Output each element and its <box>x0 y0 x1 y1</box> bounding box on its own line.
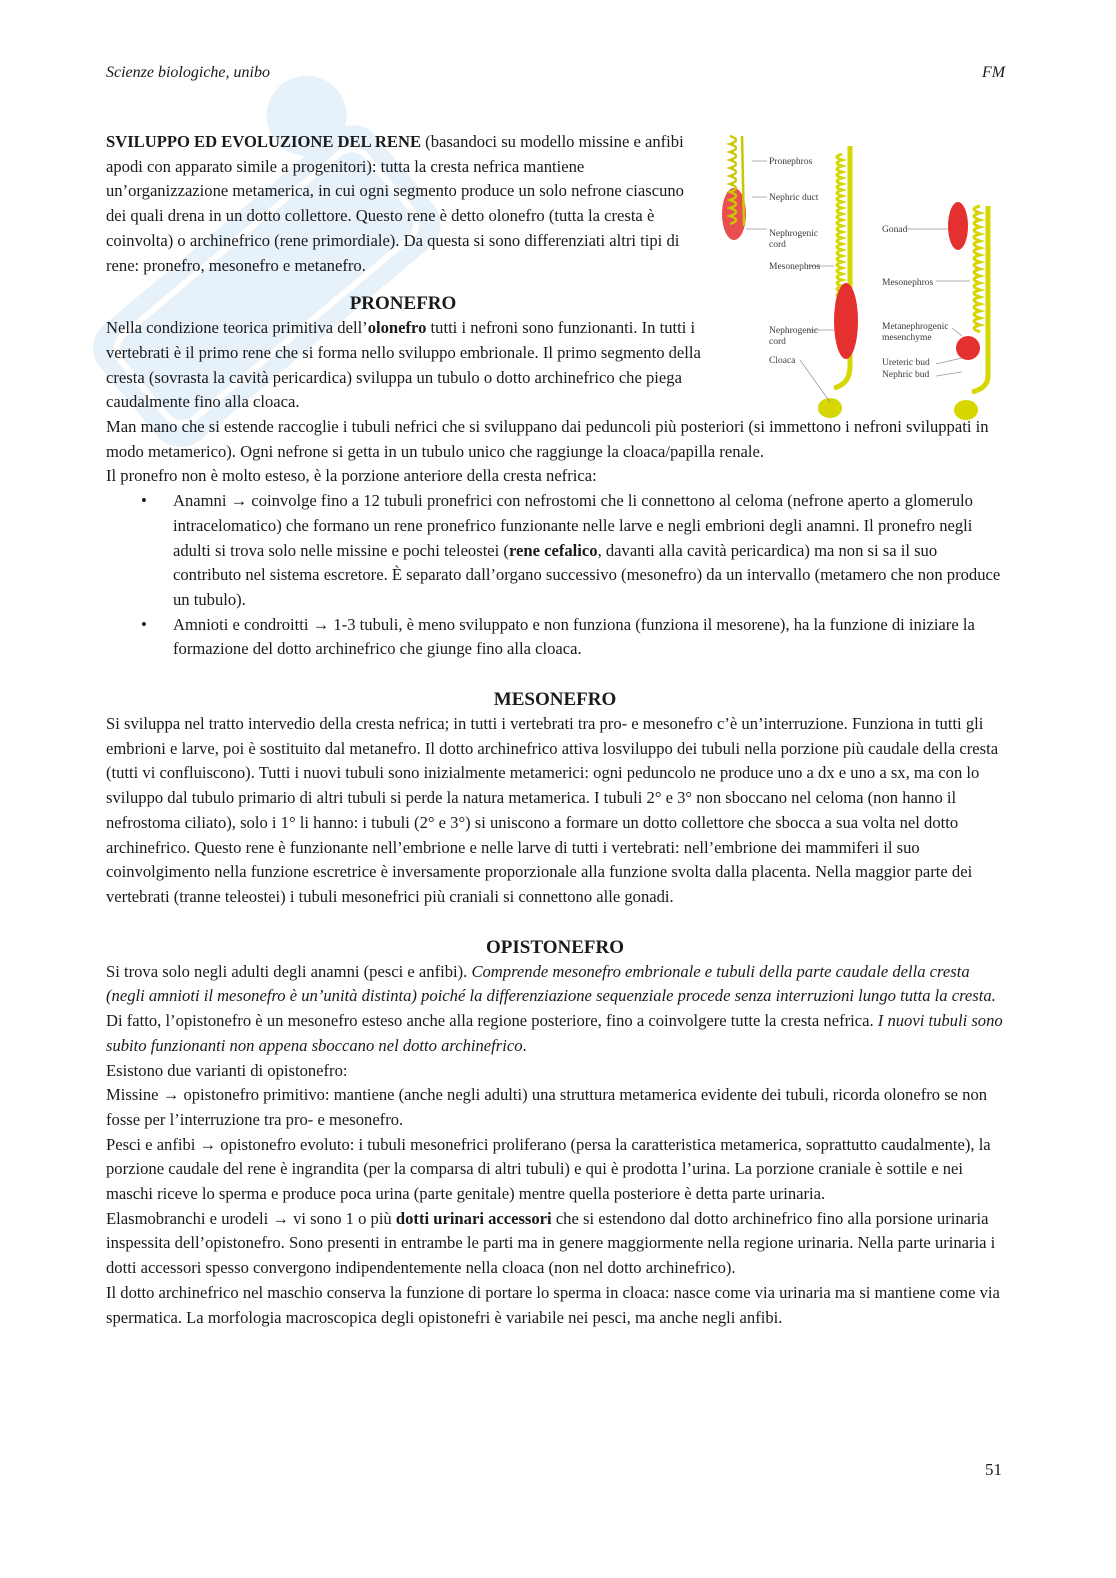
heading-opistonefro: OPISTONEFRO <box>486 936 624 958</box>
intro-title: SVILUPPO ED EVOLUZIONE DEL RENE <box>106 132 422 151</box>
opistonefro-paragraph-2: Esistono due varianti di opistonefro: <box>106 1060 348 1080</box>
label-cloaca: Cloaca <box>769 356 796 366</box>
opistonefro-paragraph-1: Si trova solo negli adulti degli anamni (pesci e anfibi). Comprende mesonefro embrionale e tubuli della parte caudale della cresta (negli amnioti il mesonefro è un’unità distinta) poiché la differenziazione sequenziale procede senza interruzioni lungo tutta la cresta. Di fatto, l’opistonefro è un mesonefro esteso anche alla regione posteriore, fino a coinvolgere tutte la cresta nefrica. I nuovi tubuli sono subito funzionanti non appena sboccano nel dotto archinefrico. <box>106 961 1003 1055</box>
bullet-icon: • <box>141 491 147 511</box>
heading-mesonefro: MESONEFRO <box>493 689 617 711</box>
list-item: • Anamni → coinvolge fino a 12 tubuli pronefrici con nefrostomi che li connettono al celoma (nefrone aperto a glomerulo intracelomatico) che formano un rene pronefrico funzionante nelle larve e negli embrioni degli anamni. Il pronefro negli adulti si trova solo nelle missine e pochi teleostei (rene cefalico, davanti alla cavità pericardica) ma non si sa il suo contributo nel sistema escretore. È separato dall’organo successivo (mesonefro) da un intervallo (metamero che non produce un tubulo). <box>141 491 1001 609</box>
page-number: 51 <box>985 1460 1002 1479</box>
label-nephrogenic-2: Nephrogenic <box>769 326 819 336</box>
pronefro-paragraph-1: Nella condizione teorica primitiva dell’olonefro tutti i nefroni sono funzionanti. In tutti i vertebrati è il primo rene che si forma nello sviluppo embrionale. Il primo segmento della cresta (sovrasta la cavità pericardica) sviluppa un tubulo o dotto archinefrico che piega caudalmente fino alla cloaca. <box>106 318 701 412</box>
mesonefro-paragraph: Si sviluppa nel tratto intervedio della cresta nefrica; in tutti i vertebrati tra pro- e mesonefro c’è un’interruzione. Funziona in tutti gli embrioni e larve, poi è sostituito dal metanefro. Il dotto archinefrico attiva losviluppo dei tubuli nella porzione più caudale della cresta (tutti vi confluiscono). Tutti i nuovi tubuli sono inizialmente metamerici: ogni peduncolo ne produce uno a dx e uno a sx, ma con lo sviluppo dal tubulo primario di altri tubuli si perde la natura metamerica. I tubuli 2° e 3° non sboccano nel celoma (non hanno il nefrostoma ciliato), solo i 1° li hanno: i tubuli (2° e 3°) si uniscono a formare un dotto collettore che sbocca a sua volta nel dotto archinefrico. Questo rene è funzionante nell’embrione e nelle larve di tutti i vertebrati: nell’embrione dei mammiferi il suo coinvolgimento nella funzione escretrice è inversamente proporzionale alla funzione svolta dalla placenta. Nella maggior parte dei vertebrati (tranne teleostei) i tubuli mesonefrici più craniali si connettono alle gonadi. <box>106 714 999 906</box>
intro-paragraph: SVILUPPO ED EVOLUZIONE DEL RENE (basandoci su modello missine e anfibi apodi con apparato simile a progenitori): tutta la cresta nefrica mantiene un’organizzazione metamerica, in cui ogni segmento produce un solo nefrone ciascuno dei quali drena in un dotto collettore. Questo rene è detto olonefro (tutta la cresta è coinvolta) o archinefrico (rene primordiale). Da questa si sono differenziati altri tipi di rene: pronefro, mesonefro e metanefro. <box>106 132 684 275</box>
bullet-icon: • <box>141 614 147 634</box>
label-gonad: Gonad <box>882 225 908 235</box>
label-cord: cord <box>769 240 786 250</box>
label-nephrogenic: Nephrogenic <box>769 229 819 239</box>
opistonefro-paragraph-3: Missine → opistonefro primitivo: mantiene (anche negli adulti) una struttura metamerica evidente dei tubuli, ricorda olonefro se non fosse per l’interruzione tra pro- e mesonefro. <box>106 1085 988 1129</box>
opistonefro-paragraph-5: Elasmobranchi e urodeli → vi sono 1 o più dotti urinari accessori che si estendono dal dotto archinefrico fino alla porsione urinaria inspessita dell’opistonefro. Sono presenti in entrambe le parti ma in genere maggiormente nella regione urinaria. Nella parte urinaria i dotti accessori spesso convergono indipendentemente nella cloaca (non nel dotto archinefrico). <box>106 1208 996 1278</box>
label-mesenchyme: mesenchyme <box>882 333 932 343</box>
label-ureteric-bud: Ureteric bud <box>882 358 930 368</box>
label-nephric-bud: Nephric bud <box>882 370 930 380</box>
label-nephric-duct: Nephric duct <box>769 193 819 203</box>
opistonefro-paragraph-6: Il dotto archinefrico nel maschio conserva la funzione di portare lo sperma in cloaca: nasce come via urinaria ma si mantiene come via spermatica. La morfologia macroscopica degli opistonefri è variabile nei pesci, ma anche negli anfibi. <box>106 1282 1000 1327</box>
page-body <box>106 130 1004 1330</box>
label-cord-2: cord <box>769 337 786 347</box>
label-mesonephros: Mesonephros <box>769 262 821 272</box>
label-metanephrogenic: Metanephrogenic <box>882 322 949 332</box>
list-item: • Amnioti e condroitti → 1-3 tubuli, è meno sviluppato e non funziona (funziona il mesorene), ha la funzione di iniziare la formazione del dotto archinefrico che giunge fino alla cloaca. <box>141 614 975 659</box>
label-pronephros: Pronephros <box>769 157 813 167</box>
pronefro-paragraph-3: Il pronefro non è molto esteso, è la porzione anteriore della cresta nefrica: <box>106 466 597 486</box>
header-right: FM <box>982 64 1006 81</box>
label-mesonephros-right: Mesonephros <box>882 278 934 288</box>
opistonefro-paragraph-4: Pesci e anfibi → opistonefro evoluto: i tubuli mesonefrici proliferano (persa la caratteristica metamerica, soprattutto caudalmente), la porzione caudale del rene è ingrandita (per la comparsa di altri tubuli) e qui è prodotta l’urina. La porzione craniale è sottile e nei maschi riceve lo sperma e produce poca urina (parte genitale) mentre quella posteriore è detta parte urinaria. <box>106 1134 991 1204</box>
heading-pronefro: PRONEFRO <box>349 293 457 315</box>
pronefro-paragraph-2: Man mano che si estende raccoglie i tubuli nefrici che si sviluppano dai peduncoli più posteriori (si immettono i nefroni sviluppati in modo metamerico). Ogni nefrone si getta in un tubulo unico che raggiunge la cloaca/papilla renale. <box>106 417 989 461</box>
pronefro-list <box>106 489 1004 662</box>
header-left: Scienze biologiche, unibo <box>106 64 270 81</box>
